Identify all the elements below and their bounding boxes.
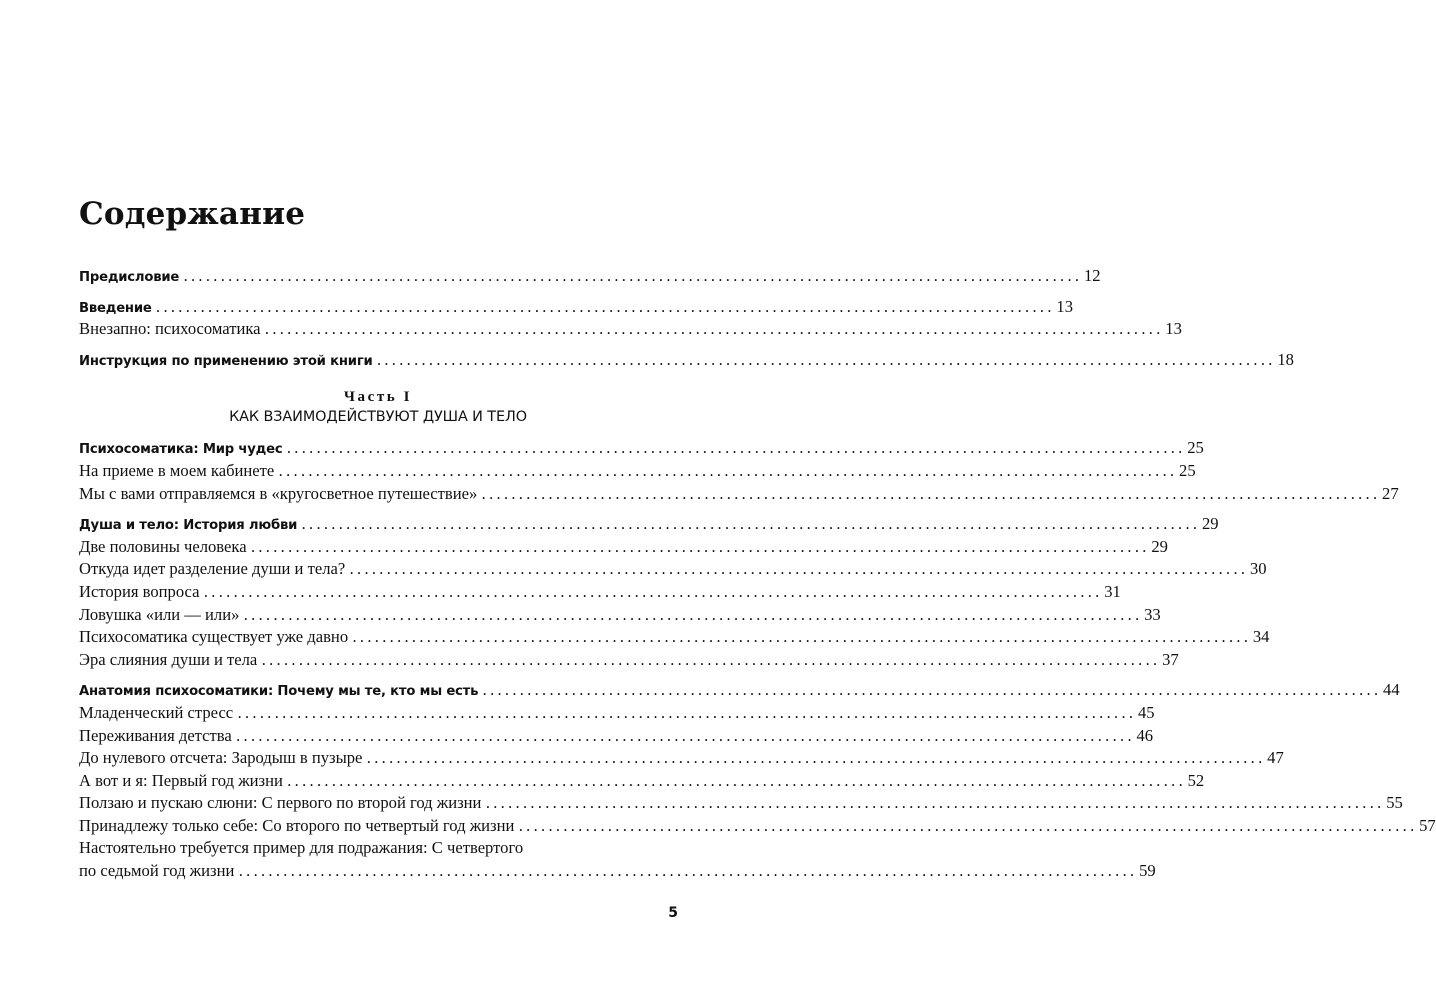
toc-section-entry[interactable] bbox=[79, 815, 1436, 838]
toc-entry-continuation bbox=[79, 860, 1156, 883]
toc-entry-page: 25 bbox=[1187, 438, 1204, 458]
dot-leader: ......................................................................................................................... bbox=[482, 681, 1382, 700]
toc-entry-page: 13 bbox=[1165, 319, 1182, 339]
dot-leader: ......................................................................................................................... bbox=[481, 484, 1381, 503]
chapter-group-3 bbox=[79, 679, 1436, 882]
toc-entry-page: 46 bbox=[1136, 725, 1154, 745]
toc-entry-page: 13 bbox=[1056, 296, 1073, 316]
toc-entry-title: Психосоматика: Мир чудес bbox=[79, 442, 283, 458]
toc-entry-page: 44 bbox=[1383, 680, 1400, 700]
toc-entry-page: 34 bbox=[1252, 627, 1270, 647]
toc-entry-title: Инструкция по применению этой книги bbox=[79, 353, 373, 369]
table-of-contents bbox=[79, 265, 1436, 891]
page-number: 5 bbox=[668, 905, 678, 921]
toc-entry-preface[interactable] bbox=[79, 265, 1101, 288]
dot-leader: ......................................................................................................................... bbox=[301, 515, 1200, 534]
toc-entry-title: История вопроса bbox=[79, 581, 200, 601]
dot-leader: ......................................................................................................................... bbox=[366, 749, 1266, 768]
toc-section-entry[interactable] bbox=[79, 536, 1168, 559]
toc-entry-title: На приеме в моем кабинете bbox=[79, 460, 275, 480]
dot-leader: ......................................................................................................................... bbox=[518, 816, 1418, 835]
toc-entry-title: До нулевого отсчета: Зародыш в пузыре bbox=[79, 748, 363, 768]
toc-entry-page: 57 bbox=[1419, 815, 1436, 835]
toc-entry-page: 25 bbox=[1179, 460, 1196, 480]
dot-leader: ......................................................................................................................... bbox=[278, 461, 1178, 480]
toc-entry-page: 29 bbox=[1151, 536, 1168, 556]
toc-entry-title: Две половины человека bbox=[79, 536, 247, 556]
toc-section-entry[interactable] bbox=[79, 626, 1270, 649]
toc-section-entry[interactable] bbox=[79, 702, 1155, 725]
toc-entry-title-continuation: по седьмой год жизни bbox=[79, 861, 235, 881]
toc-section-entry[interactable] bbox=[79, 483, 1399, 506]
toc-section-entry[interactable] bbox=[79, 770, 1205, 793]
toc-entry-sudden-psychosomatics[interactable] bbox=[79, 318, 1182, 341]
toc-section-entry-wrapped[interactable] bbox=[79, 837, 1156, 882]
toc-entry-title: Введение bbox=[79, 300, 152, 316]
toc-section-entry[interactable] bbox=[79, 460, 1196, 483]
toc-section-entry[interactable] bbox=[79, 725, 1154, 748]
toc-entry-page: 30 bbox=[1249, 559, 1267, 579]
toc-entry-title: Анатомия психосоматики: Почему мы те, кто мы есть bbox=[79, 684, 479, 700]
toc-entry-title: Эра слияния души и тела bbox=[79, 649, 258, 669]
dot-leader: ......................................................................................................................... bbox=[352, 628, 1251, 647]
dot-leader: ......................................................................................................................... bbox=[203, 582, 1103, 601]
toc-entry-title: Внезапно: психосоматика bbox=[79, 319, 261, 339]
part-title: КАК ВЗАИМОДЕЙСТВУЮТ ДУША И ТЕЛО bbox=[229, 409, 527, 426]
toc-entry-title: Ползаю и пускаю слюни: С первого по второй год жизни bbox=[79, 793, 482, 813]
toc-entry-title: Переживания детства bbox=[79, 725, 232, 745]
toc-entry-page: 29 bbox=[1201, 514, 1219, 534]
toc-entry-page: 47 bbox=[1267, 748, 1284, 768]
toc-section-entry[interactable] bbox=[79, 649, 1179, 672]
chapter-group-1 bbox=[79, 437, 1399, 505]
toc-entry-introduction[interactable] bbox=[79, 296, 1073, 319]
dot-leader: ......................................................................................................................... bbox=[250, 537, 1150, 556]
toc-entry-instructions[interactable] bbox=[79, 349, 1294, 372]
toc-entry-title: Принадлежу только себе: Со второго по четвертый год жизни bbox=[79, 815, 515, 835]
toc-entry-page: 55 bbox=[1386, 793, 1403, 813]
dot-leader: ......................................................................................................................... bbox=[183, 267, 1082, 285]
toc-entry-page: 27 bbox=[1382, 483, 1399, 503]
toc-entry-title: А вот и я: Первый год жизни bbox=[79, 770, 283, 790]
front-matter-group bbox=[79, 265, 1294, 371]
toc-entry-title: Мы с вами отправляемся в «кругосветное путешествие» bbox=[79, 483, 478, 503]
toc-entry-page: 59 bbox=[1139, 861, 1156, 881]
toc-chapter-entry[interactable] bbox=[79, 437, 1204, 460]
toc-section-entry[interactable] bbox=[79, 604, 1161, 627]
toc-entry-title: Настоятельно требуется пример для подражания: С четвертого bbox=[79, 838, 524, 858]
toc-entry-title: Душа и тело: История любви bbox=[79, 518, 298, 534]
dot-leader: ......................................................................................................................... bbox=[264, 320, 1164, 339]
toc-entry-page: 33 bbox=[1144, 604, 1161, 624]
toc-section-entry[interactable] bbox=[79, 558, 1267, 581]
dot-leader: ......................................................................................................................... bbox=[485, 794, 1385, 813]
toc-section-entry[interactable] bbox=[79, 747, 1284, 770]
toc-entry-title: Младенческий стресс bbox=[79, 702, 234, 722]
dot-leader: ......................................................................................................................... bbox=[286, 439, 1186, 458]
toc-entry-page: 12 bbox=[1083, 266, 1101, 285]
toc-entry-title: Откуда идет разделение души и тела? bbox=[79, 559, 346, 579]
dot-leader: ......................................................................................................................... bbox=[238, 862, 1138, 881]
part-heading bbox=[79, 387, 677, 427]
dot-leader: ......................................................................................................................... bbox=[155, 297, 1055, 316]
dot-leader: ......................................................................................................................... bbox=[376, 350, 1276, 369]
toc-entry-page: 31 bbox=[1104, 581, 1121, 601]
dot-leader: ......................................................................................................................... bbox=[235, 726, 1135, 745]
dot-leader: ......................................................................................................................... bbox=[349, 560, 1248, 579]
dot-leader: ......................................................................................................................... bbox=[261, 650, 1161, 669]
toc-entry-page: 37 bbox=[1162, 649, 1179, 669]
toc-entry-page: 52 bbox=[1187, 770, 1205, 790]
toc-section-entry[interactable] bbox=[79, 581, 1121, 604]
toc-entry-title: Ловушка «или — или» bbox=[79, 604, 240, 624]
toc-section-entry[interactable] bbox=[79, 792, 1403, 815]
toc-chapter-entry[interactable] bbox=[79, 679, 1400, 702]
toc-entry-page: 18 bbox=[1277, 349, 1294, 369]
chapter-group-2 bbox=[79, 513, 1270, 671]
dot-leader: ......................................................................................................................... bbox=[286, 771, 1186, 790]
toc-entry-page: 45 bbox=[1137, 702, 1155, 722]
part-label: Часть I bbox=[343, 389, 413, 406]
dot-leader: ......................................................................................................................... bbox=[243, 605, 1143, 624]
dot-leader: ......................................................................................................................... bbox=[237, 703, 1136, 722]
toc-chapter-entry[interactable] bbox=[79, 513, 1219, 536]
toc-entry-title: Психосоматика существует уже давно bbox=[79, 627, 349, 647]
page-title: Содержание bbox=[79, 196, 306, 232]
toc-entry-title: Предисловие bbox=[79, 270, 180, 285]
